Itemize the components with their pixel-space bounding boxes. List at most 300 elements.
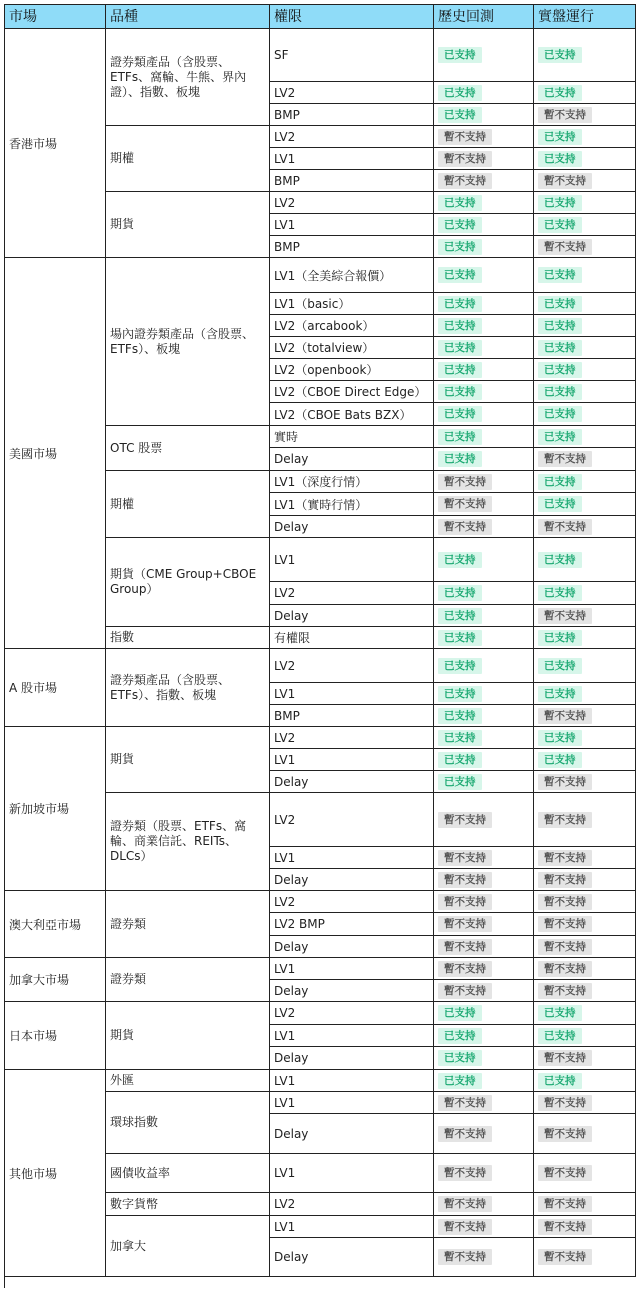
live-status-cell [534,359,636,381]
market-cell [4,1002,106,1070]
live-status-badge: 已支持 [538,129,582,145]
category-cell [106,258,270,426]
backtest-status-badge: 已支持 [438,774,482,790]
permission-cell [270,82,434,104]
live-status-cell [534,29,636,82]
permission-label: LV2（arcabook） [274,319,375,333]
backtest-status-badge: 已支持 [438,296,482,312]
category-label: 期貨 [110,752,135,766]
permission-label: LV1 [274,1219,296,1234]
permission-cell [270,258,434,293]
backtest-status-cell [434,958,534,980]
permission-label: LV1（實時行情） [274,497,368,512]
backtest-status-badge: 已支持 [438,384,482,400]
category-cell [106,793,270,891]
live-status-badge: 已支持 [538,474,582,490]
permission-cell [270,448,434,471]
live-status-cell [534,82,636,104]
backtest-status-cell [434,1025,534,1047]
backtest-status-badge: 暫不支持 [438,519,492,535]
market-cell [4,891,106,958]
live-status-cell [534,1114,636,1154]
permission-cell [270,649,434,683]
category-label: 證券類產品（含股票、ETFs）、指數、板塊 [110,672,231,702]
live-status-cell [534,936,636,958]
category-cell [106,649,270,727]
permission-label: LV1 [274,552,296,567]
header-live: 實盤運行 [534,4,636,29]
permission-label: Delay [274,872,309,887]
permission-label: LV2（openbook） [274,363,379,377]
backtest-status-badge: 暫不支持 [438,173,492,189]
backtest-status-cell [434,293,534,315]
backtest-status-cell [434,1070,534,1092]
live-status-badge: 已支持 [538,362,582,378]
backtest-status-badge: 已支持 [438,239,482,255]
permission-label: SF [274,48,289,62]
backtest-status-badge: 暫不支持 [438,916,492,932]
permission-label: BMP [274,239,300,254]
backtest-status-badge: 暫不支持 [438,151,492,167]
backtest-status-cell [434,148,534,170]
permission-cell [270,1092,434,1114]
permission-cell [270,1238,434,1277]
permission-label: BMP [274,107,300,122]
permission-cell [270,913,434,936]
backtest-status-badge: 暫不支持 [438,1165,492,1181]
category-cell [106,1092,270,1154]
permission-cell [270,337,434,359]
backtest-status-cell [434,1193,534,1216]
live-status-badge: 暫不支持 [538,916,592,932]
backtest-status-cell [434,847,534,869]
backtest-status-badge: 暫不支持 [438,1196,492,1212]
permission-label: LV2 [274,812,296,827]
live-status-cell [534,1047,636,1070]
backtest-status-badge: 已支持 [438,107,482,123]
permission-label: LV2 BMP [274,917,325,931]
live-status-badge: 已支持 [538,340,582,356]
permission-cell [270,869,434,891]
header-backtest: 歷史回測 [434,4,534,29]
category-label: 場內證券類產品（含股票、ETFs）、板塊 [110,326,255,356]
category-label: 期貨 [110,217,135,231]
permission-label: LV2 [274,195,296,210]
category-cell [106,538,270,627]
permission-cell [270,582,434,605]
permission-label: Delay [274,1051,309,1065]
live-status-cell [534,403,636,426]
live-status-cell [534,104,636,126]
backtest-status-badge: 暫不支持 [438,129,492,145]
live-status-cell [534,1193,636,1216]
market-cell [4,649,106,727]
category-cell [106,126,270,192]
permission-label: LV2 [274,894,296,909]
permission-label: LV2 [274,129,296,144]
permission-cell [270,605,434,627]
backtest-status-cell [434,793,534,847]
live-status-badge: 已支持 [538,406,582,422]
category-cell [106,1002,270,1070]
backtest-status-badge: 已支持 [438,451,482,467]
permission-label: LV2 [274,1197,296,1211]
live-status-cell [534,236,636,258]
support-table [4,4,636,1288]
live-status-badge: 已支持 [538,686,582,702]
backtest-status-badge: 已支持 [438,362,482,378]
live-status-badge: 已支持 [538,630,582,646]
category-cell [106,727,270,793]
live-status-badge: 已支持 [538,85,582,101]
live-status-cell [534,605,636,627]
live-status-badge: 暫不支持 [538,939,592,955]
backtest-status-badge: 已支持 [438,267,482,283]
live-status-badge: 已支持 [538,384,582,400]
permission-label: LV2 [274,85,296,100]
category-label: 證券類產品（含股票、ETFs、窩輪、牛熊、界內證）、指數、板塊 [110,54,247,99]
backtest-status-badge: 已支持 [438,552,482,568]
live-status-badge: 已支持 [538,730,582,746]
permission-cell [270,705,434,727]
market-cell [4,727,106,891]
live-status-cell [534,381,636,403]
permission-label: LV1 [274,1166,296,1180]
backtest-status-cell [434,516,534,538]
category-cell [106,1070,270,1092]
category-label: 指數 [110,630,135,644]
permission-cell [270,1047,434,1070]
category-cell [106,958,270,1002]
live-status-badge: 已支持 [538,1073,582,1089]
backtest-status-cell [434,749,534,771]
live-status-badge: 暫不支持 [538,1249,592,1265]
backtest-status-badge: 已支持 [438,318,482,334]
live-status-cell [534,148,636,170]
backtest-status-badge: 暫不支持 [438,474,492,490]
live-status-badge: 暫不支持 [538,1219,592,1235]
live-status-cell [534,705,636,727]
backtest-status-badge: 暫不支持 [438,872,492,888]
backtest-status-cell [434,683,534,705]
category-cell [106,627,270,649]
category-cell [106,1193,270,1216]
permission-label: BMP [274,708,300,723]
permission-cell [270,958,434,980]
backtest-status-cell [434,605,534,627]
category-label: 環球指數 [110,1115,159,1129]
backtest-status-cell [434,727,534,749]
live-status-badge: 已支持 [538,195,582,211]
backtest-status-cell [434,627,534,649]
category-cell [106,471,270,538]
backtest-status-badge: 暫不支持 [438,850,492,866]
backtest-status-cell [434,1114,534,1154]
permission-cell [270,771,434,793]
backtest-status-cell [434,337,534,359]
backtest-status-cell [434,913,534,936]
market-label: 美國市場 [9,446,58,461]
live-status-cell [534,1238,636,1277]
category-cell [106,891,270,958]
permission-cell [270,104,434,126]
backtest-status-badge: 暫不支持 [438,496,492,512]
live-status-cell [534,793,636,847]
backtest-status-cell [434,448,534,471]
backtest-status-badge: 已支持 [438,708,482,724]
permission-cell [270,126,434,148]
permission-cell [270,315,434,337]
permission-label: LV2 [274,730,296,745]
permission-label: LV2 [274,586,296,600]
live-status-cell [534,170,636,192]
header-category: 品種 [106,4,270,29]
permission-label: LV1 [274,850,296,865]
market-label: A 股市場 [9,681,58,695]
permission-cell [270,891,434,913]
category-cell [106,1154,270,1193]
backtest-status-badge: 暫不支持 [438,1249,492,1265]
backtest-status-badge: 已支持 [438,752,482,768]
backtest-status-cell [434,214,534,236]
permission-label: BMP [274,173,300,188]
backtest-status-badge: 已支持 [438,195,482,211]
category-label: 期貨（CME Group+CBOE Group） [110,567,257,596]
header-market: 市場 [4,4,106,29]
live-status-cell [534,1002,636,1025]
live-status-badge: 已支持 [538,47,582,63]
permission-cell [270,293,434,315]
live-status-cell [534,293,636,315]
live-status-badge: 暫不支持 [538,812,592,828]
backtest-status-cell [434,29,534,82]
backtest-status-cell [434,936,534,958]
live-status-cell [534,1025,636,1047]
live-status-badge: 已支持 [538,1005,582,1021]
live-status-badge: 已支持 [538,429,582,445]
category-cell [106,29,270,126]
live-status-badge: 暫不支持 [538,961,592,977]
live-status-badge: 已支持 [538,658,582,674]
backtest-status-badge: 已支持 [438,85,482,101]
live-status-cell [534,1092,636,1114]
category-label: OTC 股票 [110,440,163,455]
backtest-status-badge: 暫不支持 [438,1126,492,1142]
backtest-status-badge: 暫不支持 [438,983,492,999]
live-status-badge: 已支持 [538,296,582,312]
backtest-status-cell [434,705,534,727]
backtest-status-cell [434,258,534,293]
backtest-status-badge: 已支持 [438,608,482,624]
category-label: 期貨 [110,1028,135,1042]
live-status-cell [534,315,636,337]
live-status-badge: 已支持 [538,552,582,568]
backtest-status-cell [434,315,534,337]
permission-cell [270,749,434,771]
backtest-status-badge: 已支持 [438,217,482,233]
permission-label: Delay [274,608,309,623]
permission-label: LV2（CBOE Bats BZX） [274,407,412,422]
backtest-status-badge: 已支持 [438,429,482,445]
category-label: 數字貨幣 [110,1196,159,1211]
permission-label: LV1 [274,752,296,767]
permission-label: 有權限 [274,631,311,645]
live-status-cell [534,126,636,148]
permission-label: LV1 [274,1073,296,1088]
live-status-cell [534,214,636,236]
permission-label: Delay [274,452,309,466]
live-status-cell [534,913,636,936]
backtest-status-cell [434,1154,534,1193]
live-status-badge: 暫不支持 [538,1165,592,1181]
category-label: 國債收益率 [110,1165,171,1180]
permission-label: Delay [274,1126,309,1141]
permission-label: Delay [274,519,309,534]
permission-cell [270,683,434,705]
live-status-cell [534,980,636,1002]
backtest-status-cell [434,980,534,1002]
live-status-badge: 暫不支持 [538,983,592,999]
permission-cell [270,1154,434,1193]
live-status-badge: 暫不支持 [538,708,592,724]
permission-label: LV1 [274,961,296,976]
backtest-status-badge: 已支持 [438,1073,482,1089]
market-cell [4,958,106,1002]
backtest-status-cell [434,126,534,148]
live-status-cell [534,258,636,293]
live-status-badge: 已支持 [538,267,582,283]
live-status-badge: 暫不支持 [538,608,592,624]
permission-label: LV1 [274,217,296,232]
backtest-status-badge: 已支持 [438,658,482,674]
category-label: 證券類 [110,916,147,931]
live-status-cell [534,1154,636,1193]
permission-cell [270,980,434,1002]
permission-cell [270,1114,434,1154]
live-status-badge: 暫不支持 [538,1126,592,1142]
market-cell [4,258,106,649]
permission-cell [270,727,434,749]
backtest-status-cell [434,891,534,913]
backtest-status-badge: 已支持 [438,1028,482,1044]
live-status-badge: 暫不支持 [538,239,592,255]
backtest-status-cell [434,1216,534,1238]
permission-cell [270,192,434,214]
backtest-status-cell [434,403,534,426]
backtest-status-cell [434,1092,534,1114]
permission-label: LV1（basic） [274,297,351,311]
backtest-status-cell [434,869,534,891]
permission-cell [270,627,434,649]
permission-cell [270,1216,434,1238]
permission-cell [270,170,434,192]
market-label: 日本市場 [9,1029,58,1043]
backtest-status-cell [434,192,534,214]
permission-label: Delay [274,774,309,789]
backtest-status-badge: 暫不支持 [438,1095,492,1111]
backtest-status-cell [434,359,534,381]
live-status-badge: 暫不支持 [538,519,592,535]
live-status-badge: 已支持 [538,496,582,512]
live-status-badge: 暫不支持 [538,451,592,467]
category-cell [106,1216,270,1277]
backtest-status-cell [434,170,534,192]
permission-label: Delay [274,983,309,998]
backtest-status-cell [434,236,534,258]
permission-cell [270,1193,434,1216]
permission-cell [270,1002,434,1025]
live-status-cell [534,649,636,683]
backtest-status-cell [434,649,534,683]
live-status-badge: 暫不支持 [538,1050,592,1066]
permission-cell [270,148,434,170]
live-status-cell [534,958,636,980]
live-status-cell [534,727,636,749]
live-status-cell [534,516,636,538]
backtest-status-cell [434,771,534,793]
market-label: 其他市場 [9,1166,58,1181]
market-label: 加拿大市場 [9,973,70,987]
backtest-status-badge: 已支持 [438,730,482,746]
category-label: 外匯 [110,1073,135,1087]
backtest-status-badge: 暫不支持 [438,939,492,955]
permission-label: LV2（totalview） [274,341,375,355]
backtest-status-badge: 已支持 [438,686,482,702]
permission-cell [270,381,434,403]
permission-label: 實時 [274,430,299,444]
category-label: 加拿大 [110,1238,147,1253]
permission-cell [270,236,434,258]
live-status-badge: 暫不支持 [538,1196,592,1212]
backtest-status-cell [434,426,534,448]
backtest-status-cell [434,381,534,403]
live-status-badge: 暫不支持 [538,774,592,790]
live-status-badge: 已支持 [538,752,582,768]
live-status-badge: 已支持 [538,318,582,334]
category-label: 證券類 [110,972,147,986]
backtest-status-cell [434,82,534,104]
backtest-status-cell [434,1238,534,1277]
header-permission: 權限 [270,4,434,29]
permission-cell [270,516,434,538]
live-status-badge: 暫不支持 [538,107,592,123]
permission-label: LV2 [274,658,296,673]
backtest-status-badge: 已支持 [438,340,482,356]
live-status-cell [534,627,636,649]
permission-cell [270,29,434,82]
live-status-cell [534,1216,636,1238]
live-status-cell [534,891,636,913]
backtest-status-badge: 暫不支持 [438,1219,492,1235]
backtest-status-badge: 已支持 [438,47,482,63]
live-status-badge: 已支持 [538,217,582,233]
permission-cell [270,426,434,448]
live-status-badge: 暫不支持 [538,173,592,189]
backtest-status-badge: 已支持 [438,406,482,422]
backtest-status-cell [434,104,534,126]
permission-cell [270,471,434,493]
live-status-badge: 已支持 [538,151,582,167]
backtest-status-badge: 已支持 [438,1005,482,1021]
permission-label: LV1 [274,686,296,701]
market-cell [4,1070,106,1277]
permission-cell [270,1070,434,1092]
backtest-status-cell [434,1047,534,1070]
permission-label: LV2（CBOE Direct Edge） [274,385,427,399]
live-status-cell [534,337,636,359]
permission-cell [270,847,434,869]
category-label: 期權 [110,151,135,165]
